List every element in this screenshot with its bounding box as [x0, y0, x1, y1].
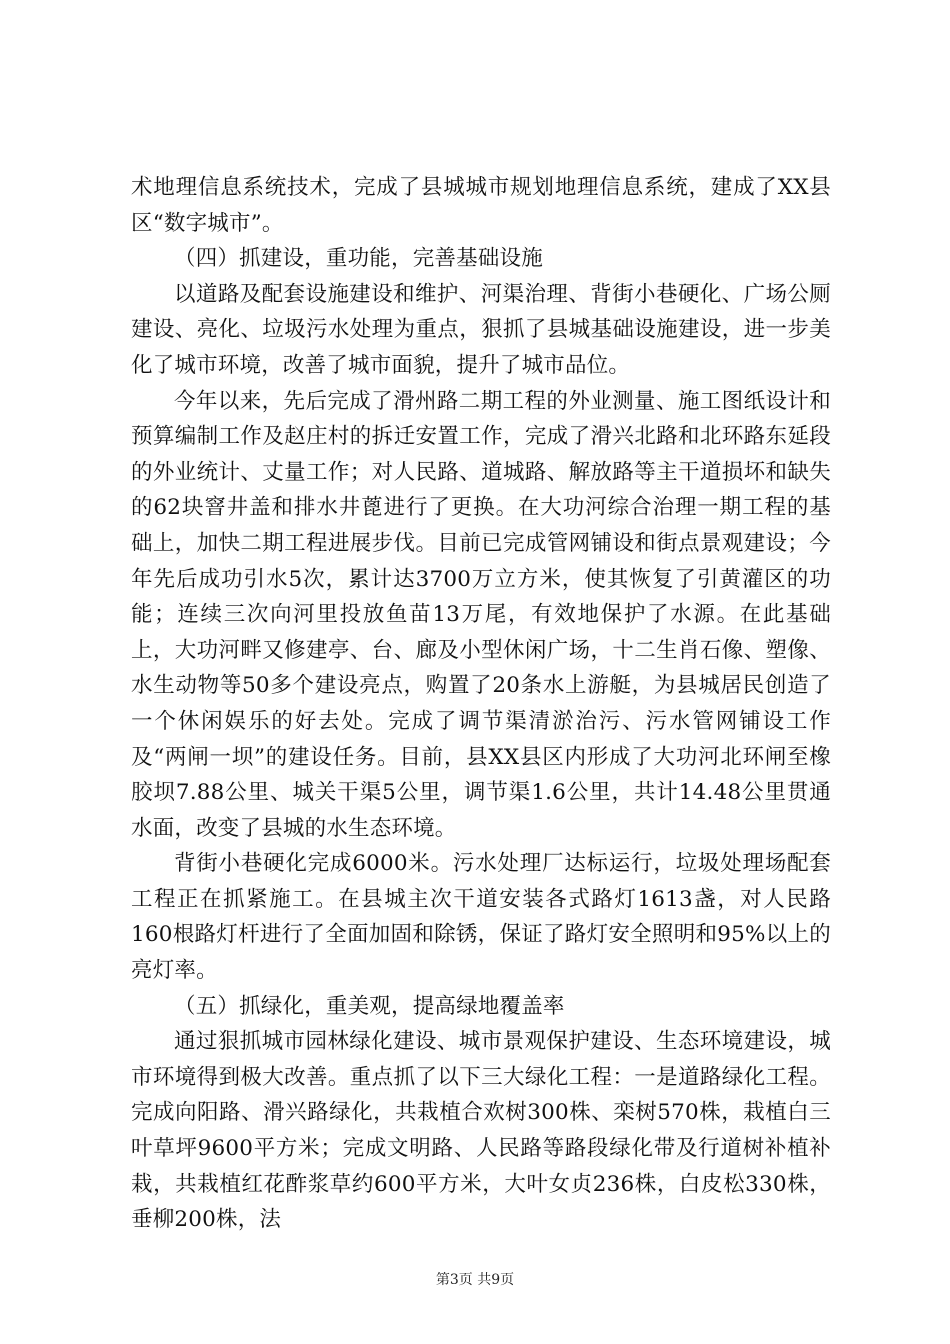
paragraph-greening: 通过狠抓城市园林绿化建设、城市景观保护建设、生态环境建设，城市环境得到极大改善。重点抓了以下三大绿化工程：一是道路绿化工程。完成向阳路、滑兴路绿化，共栽植合欢树300株、栾树570株，栽植白三叶草坪9600平方米；完成文明路、人民路等路段绿化带及行道树补植补栽，共栽植红花酢浆草约600平方米，大叶女贞236株，白皮松330株，垂柳200株，法	[131, 1029, 831, 1233]
section-heading-5: （五）抓绿化，重美观，提高绿地覆盖率	[174, 993, 565, 1019]
section-heading-4: （四）抓建设，重功能，完善基础设施	[174, 246, 543, 272]
paragraph-infrastructure-intro: 以道路及配套设施建设和维护、河渠治理、背街小巷硬化、广场公厕建设、亮化、垃圾污水处理为重点，狠抓了县城基础设施建设，进一步美化了城市环境，改善了城市面貌，提升了城市品位。	[131, 281, 831, 378]
document-body	[131, 170, 831, 1238]
paragraph-alleys-lights: 背街小巷硬化完成6000米。污水处理厂达标运行，垃圾处理场配套工程正在抓紧施工。在县城主次干道安装各式路灯1613盏，对人民路160根路灯杆进行了全面加固和除锈，保证了路灯安全照明和95%以上的亮灯率。	[131, 851, 831, 984]
paragraph-roads-rivers: 今年以来，先后完成了滑州路二期工程的外业测量、施工图纸设计和预算编制工作及赵庄村的拆迁安置工作，完成了滑兴北路和北环路东延段的外业统计、丈量工作；对人民路、道城路、解放路等主干道损坏和缺失的62块窨井盖和排水井蓖进行了更换。在大功河综合治理一期工程的基础上，加快二期工程进展步伐。目前已完成管网铺设和街点景观建设；今年先后成功引水5次，累计达3700万立方米，使其恢复了引黄灌区的功能；连续三次向河里投放鱼苗13万尾，有效地保护了水源。在此基础上，大功河畔又修建亭、台、廊及小型休闲广场，十二生肖石像、塑像、水生动物等50多个建设亮点，购置了20条水上游艇，为县城居民创造了一个休闲娱乐的好去处。完成了调节渠清淤治污、污水管网铺设工作及“两闸一坝”的建设任务。目前，县XX县区内形成了大功河北环闸至橡胶坝7.88公里、城关干渠5公里，调节渠1.6公里，共计14.48公里贯通水面，改变了县城的水生态环境。	[131, 388, 831, 841]
paragraph-continuation: 术地理信息系统技术，完成了县城城市规划地理信息系统，建成了XX县区“数字城市”。	[131, 175, 831, 236]
page-footer: 第3页 共9页	[435, 1272, 515, 1288]
